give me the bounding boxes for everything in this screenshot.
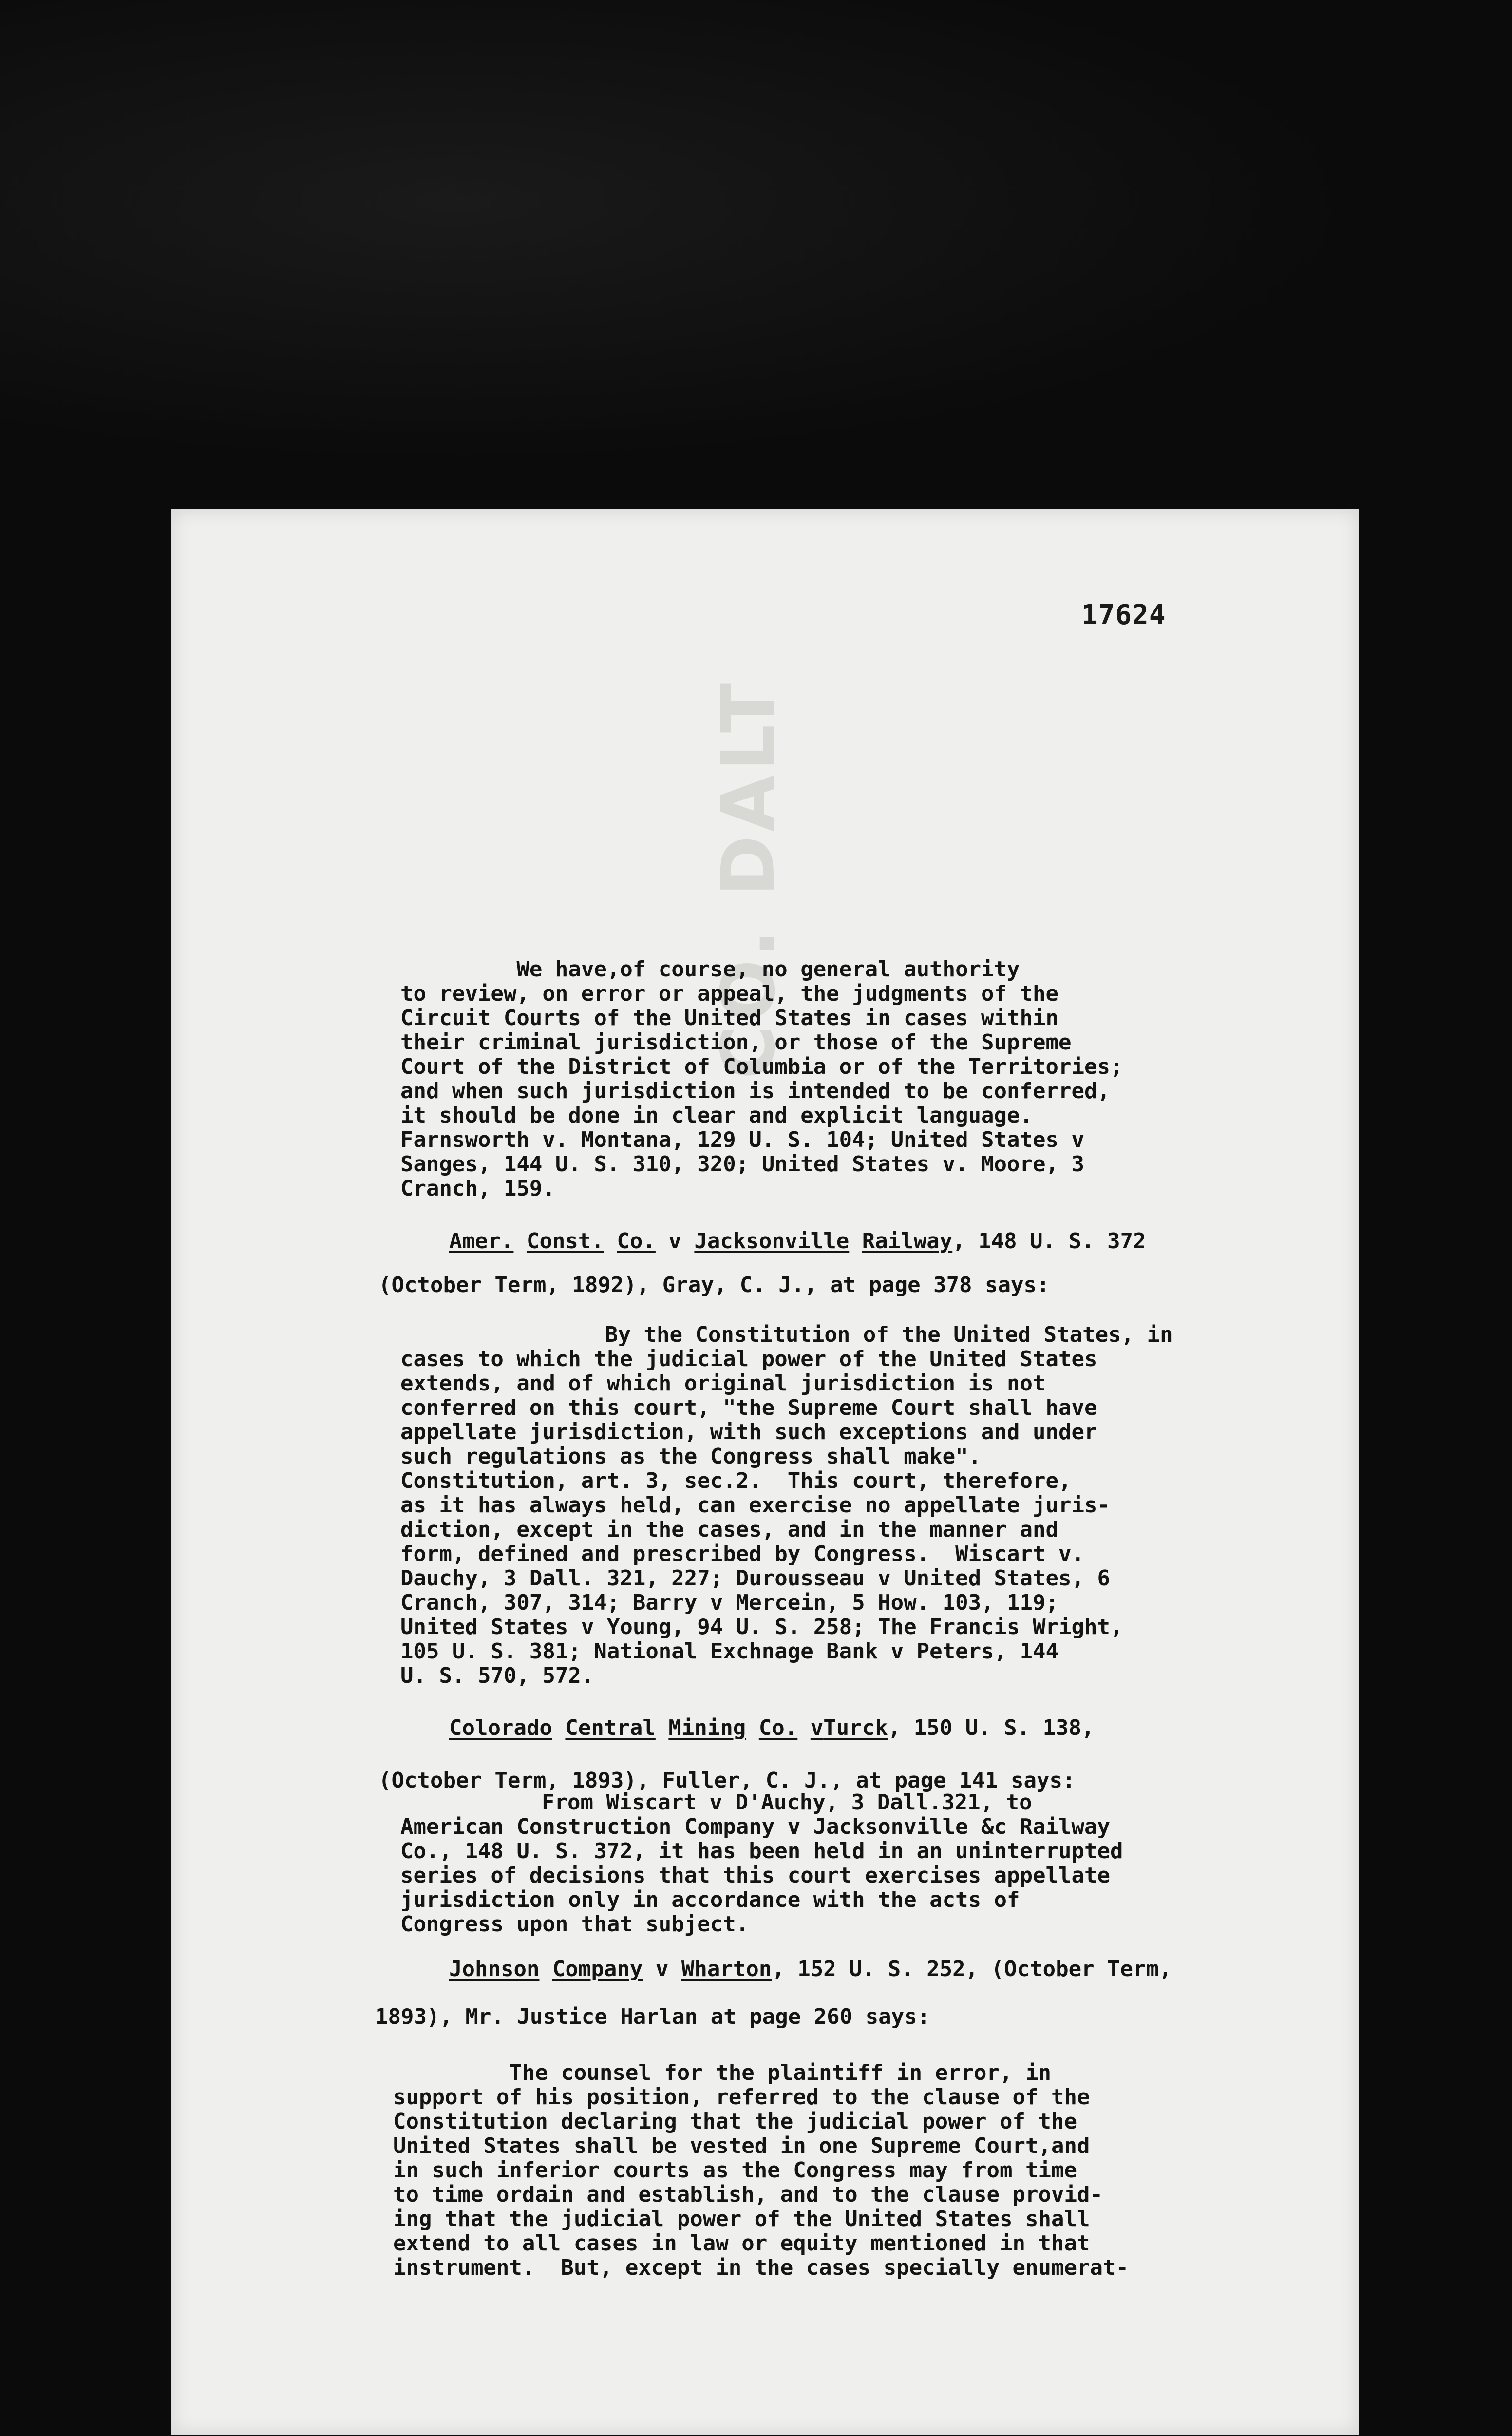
citation-case-word: Co. <box>758 1715 798 1740</box>
citation-case-word: Railway <box>862 1229 953 1254</box>
citation-case-word: Mining <box>668 1715 746 1740</box>
citation-2 <box>449 1716 1095 1740</box>
citation-reference: , 150 U. S. 138, <box>888 1715 1095 1740</box>
citation-1-followup: (October Term, 1892), Gray, C. J., at page 378 says: <box>378 1273 1050 1297</box>
citation-reference: , 148 U. S. 372 <box>952 1229 1146 1254</box>
quote-paragraph-2-text: By the Constitution of the United States, in cases to which the judicial power of the United States extends, and of which original jurisdiction is not conferred on this court, "the Supreme Court shall have appellate jurisdiction, with such exceptions and under such regulations as the Congress shall make". Constitution, art. 3, sec.2. This court, therefore, as it has always held, can exercise no appellate juris- diction, except in the cases, and in the manner and form, defined and prescribed by Congress. Wiscart v. Dauchy, 3 Dall. 321, 227; Durousseau v United States, 6 Cranch, 307, 314; Barry v Mercein, 5 How. 103, 119; United States v Young, 94 U. S. 258; The Francis Wright, 105 U. S. 381; National Exchnage Bank v Peters, 144 U. S. 570, 572. <box>400 1322 1173 1688</box>
citation-case-word: Colorado <box>449 1715 552 1740</box>
citation-case-word: v <box>655 1957 669 1981</box>
scanner-background <box>0 0 1512 507</box>
quote-paragraph-3-text: From Wiscart v D'Auchy, 3 Dall.321, to American Construction Company v Jacksonville &c Railway Co., 148 U. S. 372, it has been held in an uninterrupted series of decisions that this court exercises appellate jurisdiction only in accordance with the acts of Congress upon that subject. <box>400 1790 1123 1937</box>
citation-3 <box>449 1957 1172 1981</box>
citation-1 <box>449 1229 1146 1254</box>
citation-reference: , 152 U. S. 252, (October Term, <box>772 1957 1172 1981</box>
citation-case-word: Const. <box>526 1229 604 1254</box>
citation-case-word: Co. <box>617 1229 656 1254</box>
quote-paragraph-2 <box>400 1323 1173 1688</box>
faded-stamp: CO. DALT <box>706 679 791 1079</box>
citation-case-word: Jacksonville <box>694 1229 850 1254</box>
citation-case-word: Wharton <box>681 1957 772 1981</box>
citation-case-word: Company <box>552 1957 643 1981</box>
citation-case-word: v <box>668 1229 681 1254</box>
citation-2-followup: (October Term, 1893), Fuller, C. J., at page 141 says: <box>378 1768 1076 1793</box>
quote-paragraph-1: We have,of course, no general authority to review, on error or appeal, the judgments of the Circuit Courts of the United States in cases within their criminal jurisdiction, or those of the Supreme Court of the District of Columbia or of the Territories; and when such jurisdiction is intended to be conferred, it should be done in clear and explicit language. Farnsworth v. Montana, 129 U. S. 104; United States v Sanges, 144 U. S. 310, 320; United States v. Moore, 3 Cranch, 159. <box>400 957 1123 1201</box>
page-number: 17624 <box>1081 599 1166 631</box>
typed-document-page <box>171 509 1359 2435</box>
citation-3-followup: 1893), Mr. Justice Harlan at page 260 says: <box>375 2004 930 2029</box>
citation-case-word: Central <box>565 1715 656 1740</box>
citation-case-word: v <box>810 1715 824 1740</box>
citation-case-word: Amer. <box>449 1229 514 1254</box>
citation-case-word: Turck <box>823 1715 888 1740</box>
quote-paragraph-4: The counsel for the plaintiff in error, in support of his position, referred to the clause of the Constitution declaring that the judicial power of the United States shall be vested in one Supreme Court,and in such inferior courts as the Congress may from time to time ordain and establish, and to the clause provid- ing that the judicial power of the United States shall extend to all cases in law or equity mentioned in that instrument. But, except in the cases specially enumerat- <box>393 2060 1129 2280</box>
document-body <box>171 509 1359 2280</box>
citation-case-word: Johnson <box>449 1957 540 1981</box>
quote-paragraph-3 <box>400 1790 1123 1937</box>
